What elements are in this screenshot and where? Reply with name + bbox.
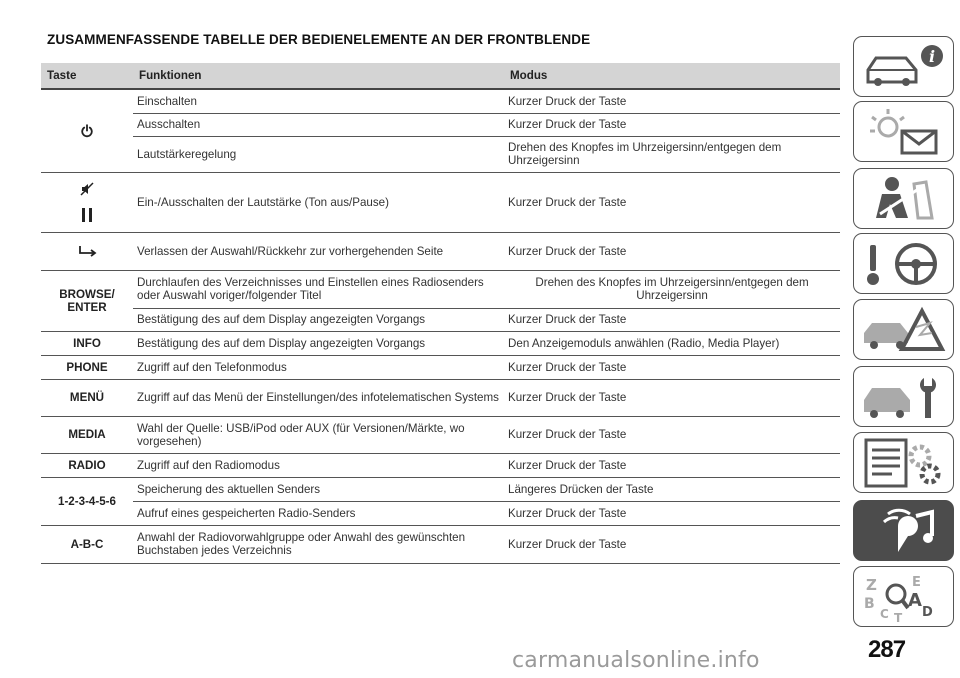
table-row	[41, 172, 840, 232]
car-info-icon	[860, 42, 948, 92]
function-cell: Anwahl der Radiovorwahlgruppe oder Anwahl des gewünschten Buchstaben jedes Verzeichnis	[133, 525, 504, 563]
chapter-sidebar	[853, 0, 957, 678]
table-row	[41, 113, 840, 136]
function-cell: Zugriff auf das Menü der Einstellungen/des infotelematischen Systems	[133, 379, 504, 416]
svg-text:i: i	[928, 47, 936, 66]
header-modus: Modus	[504, 63, 840, 89]
maintenance-icon	[860, 372, 948, 422]
function-cell: Speicherung des aktuellen Senders	[133, 477, 504, 501]
index-letter-c: C	[880, 607, 889, 621]
back-arrow-icon	[77, 245, 97, 257]
function-cell: Lautstärkeregelung	[133, 136, 504, 172]
multimedia-icon	[860, 506, 948, 556]
tab-breakdown[interactable]	[853, 299, 954, 360]
function-cell: Verlassen der Auswahl/Rückkehr zur vorhergehenden Seite	[133, 232, 504, 270]
function-cell: Ein-/Ausschalten der Lautstärke (Ton aus/Pause)	[133, 172, 504, 232]
key-radio: RADIO	[41, 453, 133, 477]
key-phone: PHONE	[41, 355, 133, 379]
pause-icon	[81, 208, 93, 222]
tab-steering-wheel[interactable]	[853, 233, 954, 294]
table-header-row	[41, 63, 840, 89]
function-cell: Ausschalten	[133, 113, 504, 136]
technical-data-icon	[860, 438, 948, 488]
page-number: 287	[868, 636, 906, 663]
controls-table	[41, 63, 840, 564]
table-row	[41, 525, 840, 563]
power-icon	[80, 124, 94, 138]
table-row	[41, 308, 840, 331]
table-row	[41, 136, 840, 172]
page-title: ZUSAMMENFASSENDE TABELLE DER BEDIENELEMENTE AN DER FRONTBLENDE	[47, 32, 591, 47]
function-cell: Zugriff auf den Radiomodus	[133, 453, 504, 477]
watermark: carmanualsonline.info	[512, 648, 760, 673]
index-letter-b: B	[864, 596, 875, 612]
key-back	[41, 232, 133, 270]
key-media: MEDIA	[41, 416, 133, 453]
function-cell: Zugriff auf den Telefonmodus	[133, 355, 504, 379]
index-letter-a: A	[908, 590, 922, 611]
mode-cell: Drehen des Knopfes im Uhrzeigersinn/entgegen dem Uhrzeigersinn	[504, 270, 840, 308]
mode-cell: Kurzer Druck der Taste	[504, 308, 840, 331]
breakdown-icon	[860, 305, 948, 355]
tab-index[interactable]	[853, 566, 954, 627]
table-row	[41, 331, 840, 355]
index-letter-d: D	[922, 605, 933, 620]
function-cell: Aufruf eines gespeicherten Radio-Senders	[133, 501, 504, 525]
table-row	[41, 89, 840, 113]
mode-cell: Kurzer Druck der Taste	[504, 355, 840, 379]
tab-warning-lights[interactable]	[853, 101, 954, 162]
function-cell: Bestätigung des auf dem Display angezeigten Vorgangs	[133, 331, 504, 355]
key-power	[41, 89, 133, 172]
mode-cell: Kurzer Druck der Taste	[504, 525, 840, 563]
function-cell: Bestätigung des auf dem Display angezeigten Vorgangs	[133, 308, 504, 331]
mute-icon	[80, 182, 94, 196]
table-row	[41, 379, 840, 416]
mode-cell: Kurzer Druck der Taste	[504, 453, 840, 477]
mode-cell: Kurzer Druck der Taste	[504, 379, 840, 416]
mode-cell: Kurzer Druck der Taste	[504, 172, 840, 232]
tab-technical-data[interactable]	[853, 432, 954, 493]
mode-cell: Kurzer Druck der Taste	[504, 416, 840, 453]
table-row	[41, 453, 840, 477]
mode-cell: Drehen des Knopfes im Uhrzeigersinn/entgegen dem Uhrzeigersinn	[504, 136, 840, 172]
index-icon	[860, 572, 948, 622]
mode-cell: Kurzer Druck der Taste	[504, 113, 840, 136]
mode-cell: Kurzer Druck der Taste	[504, 501, 840, 525]
key-menu: MENÜ	[41, 379, 133, 416]
key-browse-enter: BROWSE/ ENTER	[41, 270, 133, 331]
key-info: INFO	[41, 331, 133, 355]
table-row	[41, 355, 840, 379]
table-row	[41, 501, 840, 525]
header-funktionen: Funktionen	[133, 63, 504, 89]
index-letter-e: E	[912, 575, 921, 590]
key-abc: A-B-C	[41, 525, 133, 563]
header-taste: Taste	[41, 63, 133, 89]
tab-multimedia[interactable]	[853, 500, 954, 561]
function-cell: Einschalten	[133, 89, 504, 113]
mode-cell: Längeres Drücken der Taste	[504, 477, 840, 501]
function-cell: Durchlaufen des Verzeichnisses und Einstellen eines Radiosenders oder Auswahl voriger/folgender Titel	[133, 270, 504, 308]
steering-wheel-icon	[860, 239, 948, 289]
key-presets: 1-2-3-4-5-6	[41, 477, 133, 525]
tab-car-info[interactable]	[853, 36, 954, 97]
mode-cell: Kurzer Druck der Taste	[504, 89, 840, 113]
index-letter-t: T	[894, 611, 903, 622]
tab-seat-safety[interactable]	[853, 168, 954, 229]
mode-cell: Den Anzeigemoduls anwählen (Radio, Media Player)	[504, 331, 840, 355]
mode-cell: Kurzer Druck der Taste	[504, 232, 840, 270]
table-row	[41, 232, 840, 270]
seat-safety-icon	[860, 174, 948, 224]
tab-maintenance[interactable]	[853, 366, 954, 427]
warning-lights-icon	[860, 107, 948, 157]
function-cell: Wahl der Quelle: USB/iPod oder AUX (für Versionen/Märkte, wo vorgesehen)	[133, 416, 504, 453]
table-row	[41, 416, 840, 453]
index-letter-z: Z	[866, 576, 877, 594]
table-row	[41, 477, 840, 501]
table-row	[41, 270, 840, 308]
key-mute	[41, 172, 133, 232]
